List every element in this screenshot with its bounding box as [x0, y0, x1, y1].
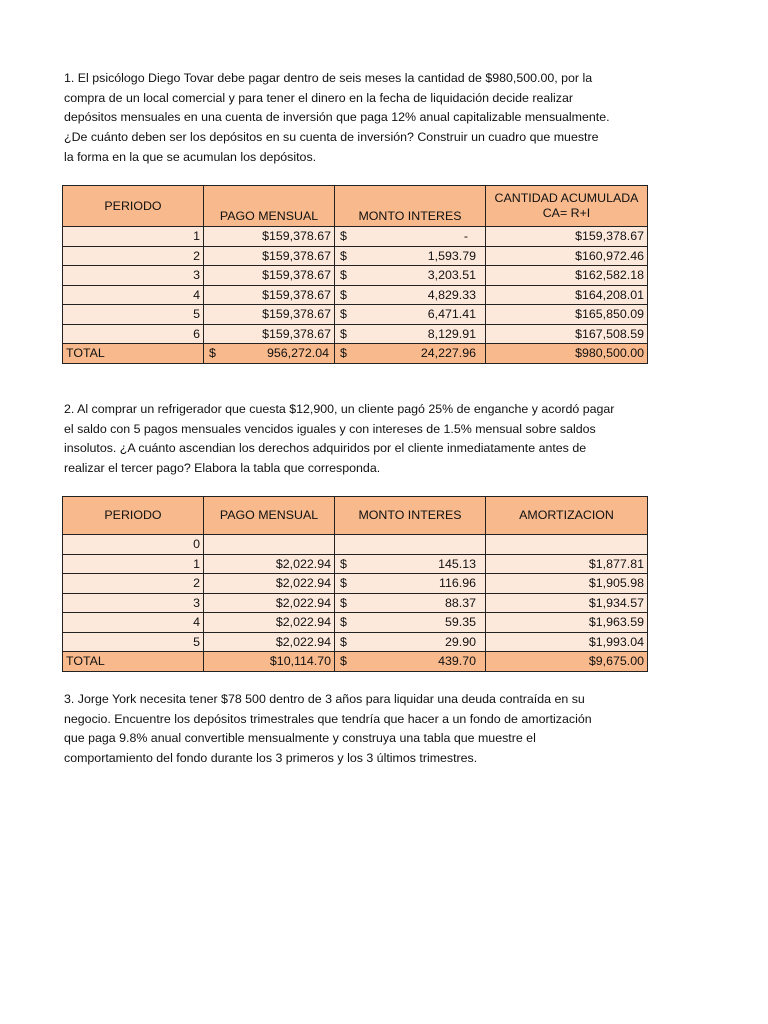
cell-pago: $159,378.67: [204, 246, 335, 266]
table-row: [63, 266, 648, 286]
problem-3-line: 3. Jorge York necesita tener $78 500 dentro de 3 años para liquidar una deuda contraída en su: [64, 692, 585, 706]
currency-symbol: $: [340, 634, 347, 649]
currency-symbol: $: [340, 595, 347, 610]
table-row: [63, 554, 648, 574]
cell-amortizacion: $1,905.98: [486, 574, 648, 594]
cell-acumulada: $159,378.67: [486, 227, 648, 247]
currency-symbol: $: [340, 326, 347, 341]
cell-pago: $159,378.67: [204, 266, 335, 286]
currency-symbol: $: [340, 229, 347, 244]
total-row: [63, 652, 648, 672]
total-interes: [335, 652, 486, 672]
cell-acumulada: $160,972.46: [486, 246, 648, 266]
cell-amortizacion: $1,877.81: [486, 554, 648, 574]
problem-3-line: que paga 9.8% anual convertible mensualmente y construya una tabla que muestre el: [64, 731, 536, 746]
cell-pago: $2,022.94: [204, 613, 335, 633]
total-label: TOTAL: [63, 344, 204, 364]
cell-pago: [204, 535, 335, 555]
problem-1-line: depósitos mensuales en una cuenta de inversión que paga 12% anual capitalizable mensualmente.: [64, 110, 610, 125]
table-row: [63, 227, 648, 247]
problem-2-statement: [64, 400, 664, 479]
header-pago-mensual: PAGO MENSUAL: [204, 186, 335, 227]
currency-symbol: $: [340, 654, 347, 669]
problem-2-line: insolutos. ¿A cuánto ascendian los derechos adquiridos por el cliente inmediatamente antes de: [64, 441, 587, 456]
cell-pago: $159,378.67: [204, 324, 335, 344]
cell-interes: [335, 266, 486, 286]
total-interes-value: 439.70: [438, 654, 476, 669]
problem-1-line: ¿De cuánto deben ser los depósitos en su cuenta de inversión? Construir un cuadro que muestre: [64, 130, 599, 145]
cell-interes-value: 116.96: [439, 576, 476, 591]
header-monto-interes: MONTO INTERES: [335, 497, 486, 535]
problem-3-line: negocio. Encuentre los depósitos trimestrales que tendría que hacer a un fondo de amortización: [64, 711, 592, 726]
header-pago-mensual: PAGO MENSUAL: [204, 497, 335, 535]
cell-interes: [335, 554, 486, 574]
table-row: [63, 285, 648, 305]
cell-acumulada: $167,508.59: [486, 324, 648, 344]
total-row: [63, 344, 648, 364]
currency-symbol: $: [340, 576, 347, 591]
table-row: [63, 246, 648, 266]
total-amortizacion: $9,675.00: [486, 652, 648, 672]
header-acumulada-label: CANTIDAD ACUMULADA: [494, 191, 639, 205]
problem-1-statement: [64, 69, 664, 168]
cell-pago: $2,022.94: [204, 593, 335, 613]
cell-periodo: 5: [63, 305, 204, 325]
currency-symbol: $: [209, 346, 216, 361]
cell-periodo: 2: [63, 574, 204, 594]
cell-interes-value: -: [463, 229, 468, 244]
currency-symbol: $: [340, 307, 347, 322]
cell-periodo: 6: [63, 324, 204, 344]
cell-amortizacion: $1,934.57: [486, 593, 648, 613]
cell-pago: $159,378.67: [204, 305, 335, 325]
currency-symbol: $: [340, 268, 347, 283]
table-header-row: [63, 497, 648, 535]
cell-interes-value: 3,203.51: [427, 268, 476, 283]
cell-interes-value: 8,129.91: [427, 326, 476, 341]
currency-symbol: $: [340, 615, 347, 630]
problem-3-statement: [64, 690, 664, 769]
header-periodo: PERIODO: [63, 497, 204, 535]
problem-3-line: comportamiento del fondo durante los 3 primeros y los 3 últimos trimestres.: [64, 751, 478, 766]
table-row: [63, 574, 648, 594]
table-header-row: [63, 186, 648, 227]
total-pago: $10,114.70: [204, 652, 335, 672]
cell-periodo: 0: [63, 535, 204, 555]
cell-interes: [335, 593, 486, 613]
cell-interes: [335, 632, 486, 652]
table-row: [63, 613, 648, 633]
total-interes: [335, 344, 486, 364]
cell-interes: [335, 305, 486, 325]
cell-acumulada: $164,208.01: [486, 285, 648, 305]
header-amortizacion: AMORTIZACION: [486, 497, 648, 535]
cell-periodo: 1: [63, 227, 204, 247]
total-interes-value: 24,227.96: [420, 346, 476, 361]
cell-interes-value: 4,829.33: [427, 287, 476, 302]
cell-acumulada: $165,850.09: [486, 305, 648, 325]
cell-pago: $159,378.67: [204, 227, 335, 247]
cell-periodo: 4: [63, 285, 204, 305]
cell-pago: $159,378.67: [204, 285, 335, 305]
table-row: [63, 593, 648, 613]
problem-2-line: el saldo con 5 pagos mensuales vencidos iguales y con intereses de 1.5% mensual sobre saldos: [64, 421, 596, 436]
table-row: [63, 632, 648, 652]
cell-periodo: 2: [63, 246, 204, 266]
cell-interes: [335, 613, 486, 633]
cell-interes-value: 145.13: [438, 556, 476, 571]
table-row: [63, 535, 648, 555]
cell-interes: [335, 574, 486, 594]
cell-amortizacion: [486, 535, 648, 555]
cell-interes-value: 1,593.79: [427, 248, 476, 263]
cell-interes-value: 29.90: [444, 634, 476, 649]
cell-interes: [335, 227, 486, 247]
cell-periodo: 3: [63, 266, 204, 286]
cell-interes-value: 59.35: [444, 615, 476, 630]
amortization-table: [62, 496, 648, 672]
problem-1-line: compra de un local comercial y para tener el dinero en la fecha de liquidación decide realizar: [64, 90, 573, 105]
cell-interes-value: 6,471.41: [427, 307, 476, 322]
cell-periodo: 3: [63, 593, 204, 613]
problem-2-line: realizar el tercer pago? Elabora la tabla que corresponda.: [64, 461, 381, 476]
table-row: [63, 305, 648, 325]
cell-amortizacion: $1,963.59: [486, 613, 648, 633]
header-periodo: PERIODO: [63, 186, 204, 227]
problem-1-line: 1. El psicólogo Diego Tovar debe pagar dentro de seis meses la cantidad de $980,500.00, por la: [64, 71, 593, 85]
deposits-table: [62, 185, 648, 364]
cell-interes-value: 88.37: [444, 595, 476, 610]
cell-periodo: 1: [63, 554, 204, 574]
cell-interes: [335, 535, 486, 555]
problem-1-line: la forma en la que se acumulan los depósitos.: [64, 149, 317, 164]
cell-pago: $2,022.94: [204, 632, 335, 652]
header-acumulada-formula: CA= R+I: [542, 206, 591, 220]
cell-periodo: 4: [63, 613, 204, 633]
cell-interes: [335, 324, 486, 344]
header-monto-interes: MONTO INTERES: [335, 186, 486, 227]
total-label: TOTAL: [63, 652, 204, 672]
cell-amortizacion: $1,993.04: [486, 632, 648, 652]
problem-2-line: 2. Al comprar un refrigerador que cuesta $12,900, un cliente pagó 25% de enganche y acordó pagar: [64, 402, 615, 416]
header-cantidad-acumulada: [486, 186, 648, 227]
currency-symbol: $: [340, 346, 347, 361]
currency-symbol: $: [340, 556, 347, 571]
currency-symbol: $: [340, 287, 347, 302]
total-pago-value: 956,272.04: [266, 346, 329, 361]
currency-symbol: $: [340, 248, 347, 263]
cell-interes: [335, 285, 486, 305]
cell-pago: $2,022.94: [204, 554, 335, 574]
cell-periodo: 5: [63, 632, 204, 652]
cell-pago: $2,022.94: [204, 574, 335, 594]
cell-interes: [335, 246, 486, 266]
table-row: [63, 324, 648, 344]
total-acumulada: $980,500.00: [486, 344, 648, 364]
total-pago: [204, 344, 335, 364]
cell-acumulada: $162,582.18: [486, 266, 648, 286]
